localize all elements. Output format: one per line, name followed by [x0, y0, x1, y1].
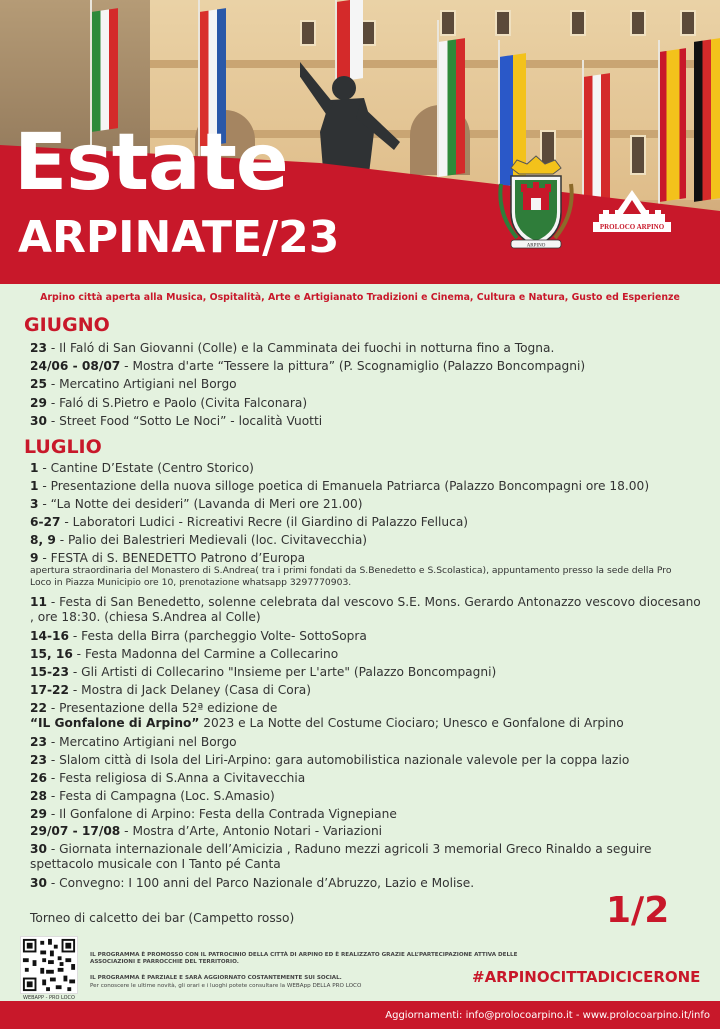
window: [570, 10, 586, 36]
event-item: 15, 16 - Festa Madonna del Carmine a Collecarino: [30, 647, 339, 661]
event-item: 23 - Slalom città di Isola del Liri-Arpino: gara automobilistica nazionale valevole per la coppa lazio: [30, 753, 630, 767]
fine-print-patronage: IL PROGRAMMA È PROMOSSO CON IL PATROCINIO DELLA CITTÀ DI ARPINO ED È REALIZZATO GRAZIE ALL’PARTECIPAZIONE ATTIVA DELLE ASSOCIAZIONI E PARROCCHIE DEL TERRITORIO.: [90, 952, 518, 965]
event-item: 22 - Presentazione della 52ª edizione de: [30, 701, 278, 715]
event-item: 29 - Faló di S.Pietro e Paolo (Civita Falconara): [30, 396, 308, 410]
event-item: 25 - Mercatino Artigiani nel Borgo: [30, 377, 237, 391]
contacts-link[interactable]: Aggiornamenti: info@prolocoarpino.it - www.prolocoarpino.it/info: [385, 1010, 710, 1021]
window: [495, 10, 511, 36]
section-title-luglio: LUGLIO: [24, 436, 102, 458]
event-item: 29/07 - 17/08 - Mostra d’Arte, Antonio Notari - Variazioni: [30, 824, 383, 838]
flag-germany: [694, 38, 720, 202]
event-item: 17-22 - Mostra di Jack Delaney (Casa di Cora): [30, 683, 311, 697]
event-item: 30 - Convegno: I 100 anni del Parco Nazionale d’Abruzzo, Lazio e Molise.: [30, 876, 475, 890]
event-note: apertura straordinaria del Monastero di S.Andrea( tra i primi fondati da S.Benedetto e S.Scolastica), appuntamento presso la sede della Pro Loco in Piazza Municipio ore 10, prenotazione whatsapp 3297770903.: [30, 565, 672, 588]
event-item: 9 - FESTA di S. BENEDETTO Patrono d’Europa: [30, 551, 306, 565]
torneo-note: Torneo di calcetto dei bar (Campetto rosso): [30, 911, 295, 925]
qr-code-icon[interactable]: [20, 936, 78, 994]
event-item: 30 - Giornata internazionale dell’Amicizia , Raduno mezzi agricoli 3 memorial Greco Rinaldo a seguire spettacolo musicale con I Tanto pé Canta: [30, 842, 652, 871]
event-item: 15-23 - Gli Artisti di Collecarino "Insieme per L'arte" (Palazzo Boncompagni): [30, 665, 497, 679]
tagline: Arpino città aperta alla Musica, Ospitalità, Arte e Artigianato Tradizioni e Cinema, Cultura e Natura, Gusto ed Esperienze: [40, 292, 680, 303]
fine-print-webapp: Per conoscere le ultime novità, gli orari e i luoghi potete consultare la WEBApp DELLA PRO LOCO: [90, 983, 362, 989]
event-item: 6-27 - Laboratori Ludici - Ricreativi Recre (il Giardino di Palazzo Felluca): [30, 515, 469, 529]
window: [630, 135, 646, 175]
event-item: 3 - “La Notte dei desideri” (Lavanda di Meri ore 21.00): [30, 497, 363, 511]
event-item: 8, 9 - Palio dei Balestrieri Medievali (loc. Civitavecchia): [30, 533, 368, 547]
event-item: 29 - Il Gonfalone di Arpino: Festa della Contrada Vignepiane: [30, 807, 397, 821]
proloco-logo-label: PROLOCO ARPINO: [593, 222, 671, 232]
event-item: 26 - Festa religiosa di S.Anna a Civitavecchia: [30, 771, 306, 785]
qr-label: WEBAPP - PRO LOCO: [23, 995, 75, 1001]
event-item: 1 - Presentazione della nuova silloge poetica di Emanuela Patriarca (Palazzo Boncompagni ore 18.00): [30, 479, 650, 493]
window: [680, 10, 696, 36]
event-item: 1 - Cantine D’Estate (Centro Storico): [30, 461, 254, 475]
window: [440, 10, 456, 36]
event-item: 11 - Festa di San Benedetto, solenne celebrata dal vescovo S.E. Mons. Gerardo Antonazzo vescovo diocesano , ore 18:30. (chiesa S.Andrea al Colle): [30, 595, 701, 624]
crest-label: ARPINO: [526, 243, 546, 249]
event-item: 28 - Festa di Campagna (Loc. S.Amasio): [30, 789, 275, 803]
footer-bar: [0, 1001, 720, 1029]
event-item: “IL Gonfalone di Arpino” 2023 e La Notte del Costume Ciociaro; Unesco e Gonfalone di Arpino: [30, 716, 624, 730]
section-title-giugno: GIUGNO: [24, 314, 110, 336]
hero-banner: [0, 0, 720, 284]
event-item: 30 - Street Food “Sotto Le Noci” - località Vuotti: [30, 414, 323, 428]
fine-print-partial: IL PROGRAMMA È PARZIALE E SARÀ AGGIORNATO COSTANTEMENTE SUI SOCIAL.: [90, 975, 342, 981]
event-item: 23 - Mercatino Artigiani nel Borgo: [30, 735, 237, 749]
flag-bulgaria: [439, 38, 465, 177]
window: [300, 20, 316, 46]
hashtag: #ARPINOCITTADICICERONE: [472, 968, 701, 986]
title-arpinate: ARPINATE/23: [18, 212, 340, 263]
facade-cornice: [150, 60, 720, 68]
flag-spain: [660, 48, 686, 202]
event-item: 23 - Il Faló di San Giovanni (Colle) e la Camminata dei fuochi in notturna fino a Togna.: [30, 341, 555, 355]
flag-italy: [92, 8, 118, 132]
window: [630, 10, 646, 36]
event-item: 24/06 - 08/07 - Mostra d'arte “Tessere la pittura” (P. Scognamiglio (Palazzo Boncompagni): [30, 359, 586, 373]
event-item: 14-16 - Festa della Birra (parcheggio Volte- SottoSopra: [30, 629, 367, 643]
page-number: 1/2: [606, 890, 670, 931]
arpino-crest-icon: [497, 154, 575, 252]
title-estate: Estate: [14, 118, 288, 208]
